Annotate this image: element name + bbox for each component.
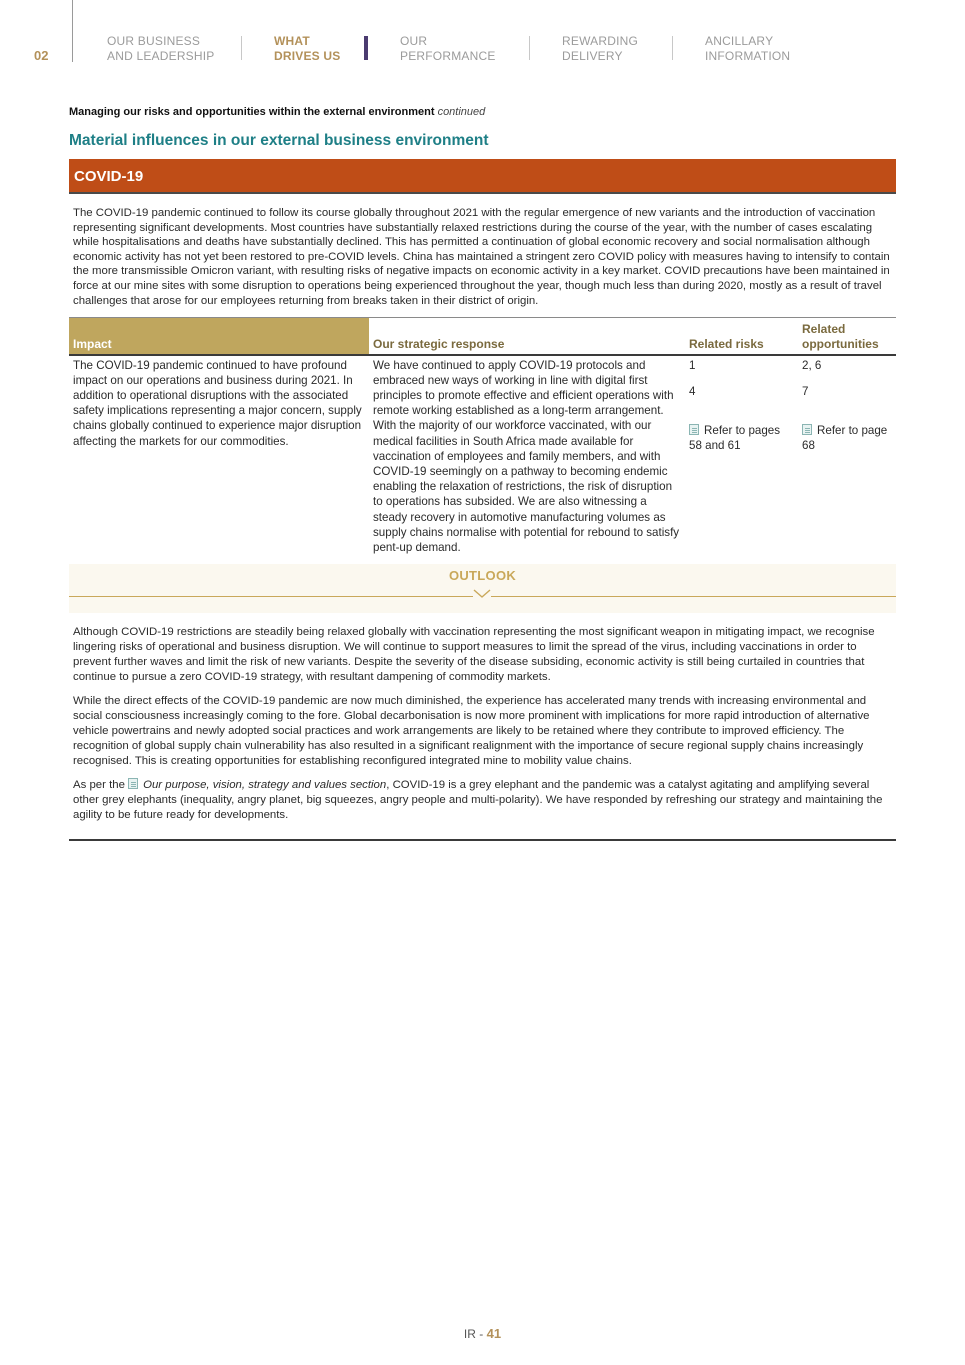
- document-icon: [802, 424, 812, 435]
- table-row: [69, 355, 896, 564]
- purpose-section-link[interactable]: Our purpose, vision, strategy and values section: [143, 779, 387, 792]
- header-strategic-response: Our strategic response: [369, 318, 685, 355]
- nav-item-our-business[interactable]: [107, 34, 215, 64]
- header-related-risks: Related risks: [685, 318, 798, 355]
- header-related-opportunities: Related opportunities: [798, 318, 896, 355]
- nav-item-label: OUR: [400, 34, 428, 48]
- outlook-label: OUTLOOK: [448, 568, 517, 584]
- chevron-down-icon: [473, 589, 491, 599]
- nav-item-label: AND LEADERSHIP: [107, 49, 215, 63]
- nav-item-our-performance[interactable]: [400, 34, 496, 64]
- nav-item-ancillary-information[interactable]: [705, 34, 790, 64]
- nav-divider-line: [72, 0, 73, 62]
- outlook-paragraph-3: [73, 778, 892, 823]
- main-content: [69, 100, 896, 841]
- opportunities-page-reference[interactable]: [802, 423, 892, 453]
- running-head: [69, 106, 896, 118]
- opportunity-number: 7: [802, 384, 809, 398]
- outlook-p3-prefix: As per the: [73, 779, 125, 792]
- section-number: 02: [34, 48, 49, 63]
- nav-item-label: DRIVES US: [274, 49, 341, 63]
- top-navigation: [0, 0, 965, 80]
- footer-prefix: IR -: [463, 1327, 484, 1341]
- document-icon: [128, 778, 138, 789]
- outlook-body: [69, 613, 896, 841]
- nav-item-label: PERFORMANCE: [400, 49, 496, 63]
- risks-page-reference[interactable]: [689, 423, 794, 453]
- page-footer: [0, 1326, 965, 1341]
- risk-number: 4: [689, 384, 696, 398]
- opportunity-number: 2, 6: [802, 358, 822, 372]
- outlook-paragraph-1: Although COVID-19 restrictions are steadily being relaxed globally with vaccination representing the most significant weapon in mitigating impact, we recognise lingering risks of operational and business disruption. We will continue to support measures to limit the spread of the virus, including vaccinations in order to prevent further waves and limit the risk of new variants. Despite the severity of the disease subsiding, economic activity is still being curtailed in countries that continue to pursue a zero COVID-19 strategy, with resultant dampening of commodity markets.: [73, 626, 875, 684]
- nav-item-label: DELIVERY: [562, 49, 623, 63]
- risk-number: 1: [689, 358, 696, 372]
- nav-separator: [241, 36, 242, 60]
- document-icon: [689, 424, 699, 435]
- cell-related-opportunities: [798, 355, 896, 564]
- nav-separator: [672, 36, 673, 60]
- cell-related-risks: [685, 355, 798, 564]
- impact-response-table: [69, 317, 896, 563]
- outlook-paragraph-2: While the direct effects of the COVID-19 pandemic are now much diminished, the experience has accelerated many trends with increasing environmental and social consciousness increasingly coming to the fore. Global decarbonisation is now more prominent with implications for more rapid introduction of alternative vehicle powertrains and newly adopted social practices and work arrangements are likely to be retained where they contribute to improved efficiency. The recognition of global supply chain vulnerability has also resulted in a significant realignment with the importance of secure regional supply chains increasingly recognised. This is creating opportunities for establishing reconfigured integrated mine to mobility value chains.: [73, 695, 870, 768]
- covid-banner: COVID-19: [69, 159, 896, 194]
- nav-item-label: OUR BUSINESS: [107, 34, 201, 48]
- opportunities-reference-text: Refer to page 68: [802, 424, 888, 453]
- section-title: Material influences in our external business environment: [69, 132, 489, 149]
- cell-strategic-response: We have continued to apply COVID-19 protocols and embraced new ways of working in line with digital first principles to promote effective and efficient operations with remote working established as a long-term arrangement. With the majority of our workforce vaccinated, with our medical facilities in South Africa made available for vaccination of employees and family members, and with COVID-19 seemingly on a pathway to becoming endemic enabling the relaxation of restrictions, the risk of disruption to operations has subsided. We are also witnessing a steady recovery in automotive manufacturing volumes as supply chains normalise with potential for rebound to satisfy pent-up demand.: [373, 358, 680, 555]
- cell-impact: The COVID-19 pandemic continued to have profound impact on our operations and business during 2021. In addition to operational disruptions with the associated safety implications representing a major concern, supply chains globally continued to experience major disruption affecting the markets for our commodities.: [73, 358, 362, 448]
- nav-separator: [529, 36, 530, 60]
- table-header-row: [69, 318, 896, 355]
- outlook-header: [69, 564, 896, 613]
- running-head-title: Managing our risks and opportunities within the external environment: [69, 106, 435, 118]
- outlook-p3-suffix: , COVID-19 is a grey elephant and the pandemic was a catalyst agitating and amplifying several other grey elephants (inequality, angry planet, big squeezes, angry people and multi-polarity). We have responded by refreshing our strategy and maintaining the agility to be future ready for developments.: [73, 779, 883, 822]
- nav-item-rewarding-delivery[interactable]: [562, 34, 638, 64]
- nav-item-label: INFORMATION: [705, 49, 791, 63]
- nav-item-label: REWARDING: [562, 34, 639, 48]
- page-number: 41: [486, 1326, 502, 1341]
- nav-item-label: ANCILLARY: [705, 34, 774, 48]
- intro-paragraph: The COVID-19 pandemic continued to follow its course globally throughout 2021 with the regular emergence of new variants and the introduction of vaccination representing significant developments. Most countries have substantially relaxed restrictions during the course of the year, with the number of cases escalating while hospitalisations and deaths have substantially declined. This has permitted a continuation of global economic recovery and social normalisation although economic activity has not yet been restored to pre-COVID levels. China has maintained a stringent zero COVID policy with measures having to intensify to contain the more transmissible Omicron variant, with resulting risks of negative impacts on economic activity in a key market. COVID precautions have been maintained in force at our mine sites with some disruption to operations being experienced throughout the year, though much less than during 2020, mostly as a result of travel challenges that arose for our employees returning from breaks taken in their district of origin.: [73, 207, 890, 307]
- nav-item-label: WHAT: [274, 34, 310, 48]
- nav-active-indicator: [364, 36, 368, 60]
- risks-reference-text: Refer to pages 58 and 61: [689, 424, 781, 453]
- nav-item-what-drives-us[interactable]: [274, 34, 340, 64]
- header-impact: Impact: [69, 318, 369, 355]
- running-head-continued: continued: [437, 106, 486, 118]
